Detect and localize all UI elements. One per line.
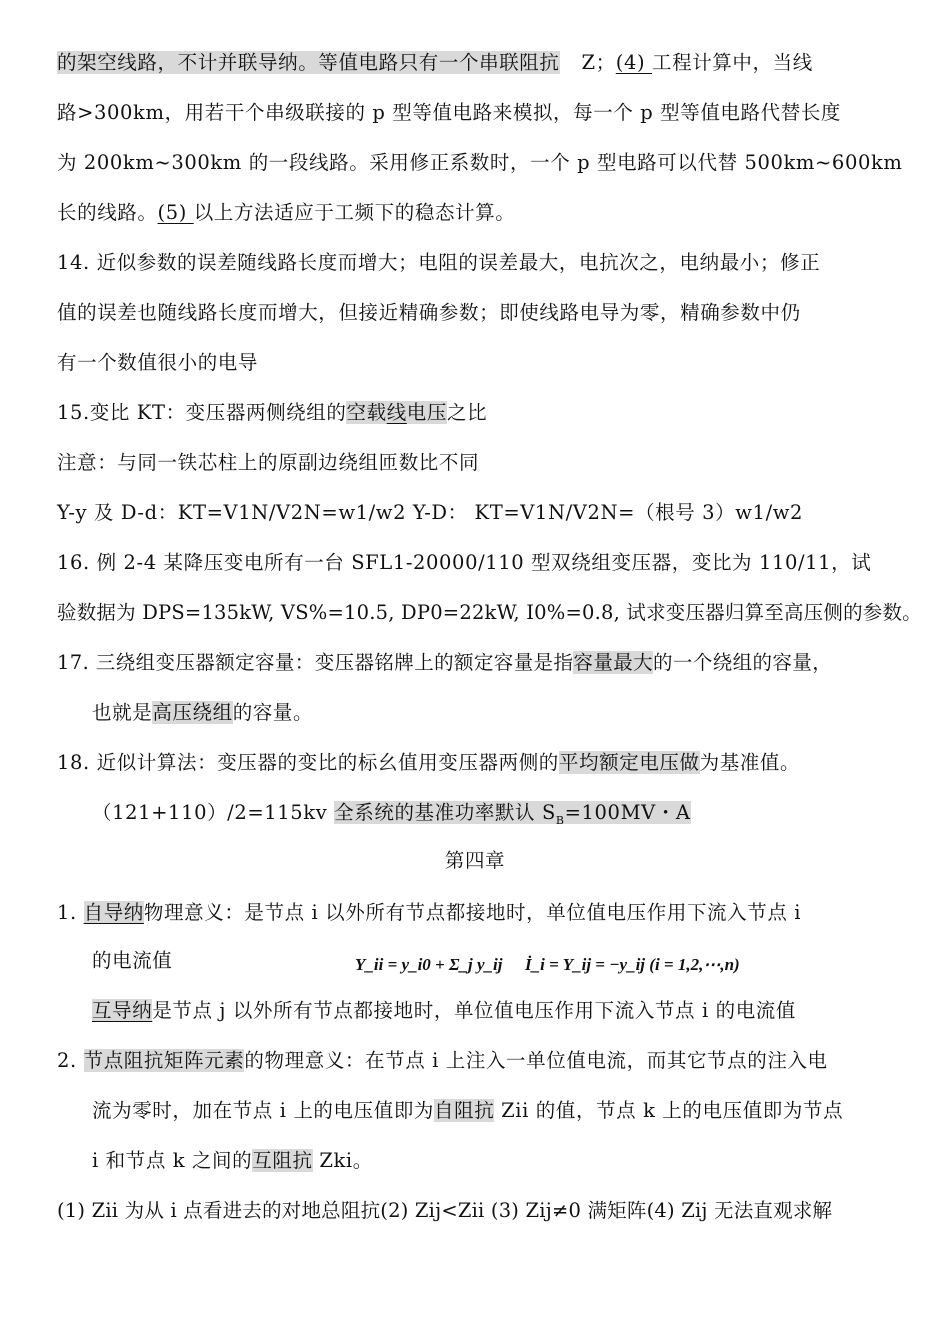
text-line-1 bbox=[57, 48, 813, 78]
text: 18. 近似计算法：变压器的变比的标幺值用变压器两侧的 bbox=[57, 751, 559, 774]
text-line-7: 有一个数值很小的电导 bbox=[57, 351, 259, 374]
highlight: 空载 bbox=[346, 401, 387, 424]
text-line-23 bbox=[92, 1146, 373, 1176]
text-line-20 bbox=[92, 996, 796, 1026]
text: =100MV・A bbox=[564, 801, 691, 824]
text-line-13 bbox=[57, 648, 832, 678]
text: 15.变比 KT：变压器两侧绕组的 bbox=[57, 401, 347, 424]
highlight: 互阻抗 bbox=[252, 1149, 313, 1172]
highlight: 的架空线路，不计并联导纳。等值电路只有一个串联阻抗 bbox=[57, 51, 560, 74]
highlight-underline: 互导纳 bbox=[92, 999, 153, 1022]
highlight: 平均额定电压做 bbox=[558, 751, 700, 774]
text-line-11: 16. 例 2-4 某降压变电所有一台 SFL1-20000/110 型双绕组变压器，变比为 110/11，试 bbox=[57, 551, 872, 574]
highlight: 节点阻抗矩阵元素 bbox=[83, 1049, 245, 1072]
text: 以上方法适应于工频下的稳态计算。 bbox=[193, 201, 516, 224]
underlined-text: (4) bbox=[615, 51, 652, 74]
text: Zii 的值，节点 k 上的电压值即为节点 bbox=[494, 1099, 844, 1122]
highlight bbox=[334, 801, 691, 827]
text-line-16 bbox=[92, 798, 691, 836]
text: （121+110）/2=115kv bbox=[92, 801, 335, 824]
highlight: 容量最大 bbox=[573, 651, 654, 674]
text: 物理意义：是节点 i 以外所有节点都接地时，单位值电压作用下流入节点 i bbox=[143, 901, 802, 924]
text: 的一个绕组的容量， bbox=[653, 651, 833, 674]
text-line-12: 验数据为 DPS=135kW, VS%=10.5, DP0=22kW, I0%=0.8, 试求变压器归算至高压侧的参数。 bbox=[57, 601, 922, 624]
text-line-24: (1) Zii 为从 i 点看进去的对地总阻抗(2) Zij<Zii (3) Zij≠0 满矩阵(4) Zij 无法直观求解 bbox=[57, 1199, 833, 1222]
text-line-9: 注意：与同一铁芯柱上的原副边绕组匝数比不同 bbox=[57, 451, 480, 474]
highlight: 电压 bbox=[406, 401, 447, 424]
underlined-text: (5) bbox=[157, 201, 194, 224]
text: Z； bbox=[581, 51, 616, 74]
text: 是节点 j 以外所有节点都接地时，单位值电压作用下流入节点 i 的电流值 bbox=[152, 999, 796, 1022]
text-line-21 bbox=[57, 1046, 828, 1076]
text-line-18 bbox=[57, 898, 801, 928]
highlight-underline: 自导纳 bbox=[83, 901, 144, 924]
text: 1. bbox=[57, 901, 84, 924]
text-line-19: 的电流值 bbox=[92, 949, 173, 972]
text: Zki。 bbox=[312, 1149, 373, 1172]
text-line-10: Y-y 及 D-d：KT=V1N/V2N=w1/w2 Y-D： KT=V1N/V2N=（根号 3）w1/w2 bbox=[57, 501, 804, 524]
current-formula: İ_i = Y_ij = −y_ij (i = 1,2,⋯,n) bbox=[525, 955, 740, 974]
subscript: B bbox=[555, 813, 565, 827]
text: 的物理意义：在节点 i 上注入一单位值电流，而其它节点的注入电 bbox=[244, 1049, 828, 1072]
self-admittance-formula: Y_ii = y_i0 + Σ_j y_ij bbox=[355, 955, 503, 974]
text: 17. 三绕组变压器额定容量：变压器铭牌上的额定容量是指 bbox=[57, 651, 574, 674]
text-line-5: 14. 近似参数的误差随线路长度而增大；电阻的误差最大，电抗次之，电纳最小；修正 bbox=[57, 251, 821, 274]
text: 之比 bbox=[447, 401, 488, 424]
text: 工程计算中，当线 bbox=[652, 51, 813, 74]
text: 为基准值。 bbox=[699, 751, 801, 774]
highlight: 自阻抗 bbox=[434, 1099, 495, 1122]
text: 的容量。 bbox=[232, 701, 314, 724]
highlight: 高压绕组 bbox=[152, 701, 233, 724]
text: 2. bbox=[57, 1049, 84, 1072]
text-line-4 bbox=[57, 198, 515, 228]
text-line-22 bbox=[92, 1096, 843, 1126]
text-line-15 bbox=[57, 748, 800, 778]
text: 全系统的基准功率默认 S bbox=[334, 801, 556, 824]
text: i 和节点 k 之间的 bbox=[92, 1149, 253, 1172]
text: 长的线路。 bbox=[57, 201, 158, 224]
text: 也就是 bbox=[92, 701, 153, 724]
text-line-3: 为 200km~300km 的一段线路。采用修正系数时，一个 p 型电路可以代替 500km~600km bbox=[57, 151, 903, 174]
text-line-8 bbox=[57, 398, 487, 428]
chapter-heading: 第四章 bbox=[444, 849, 506, 872]
text-line-14 bbox=[92, 698, 313, 728]
text-line-6: 值的误差也随线路长度而增大，但接近精确参数；即使线路电导为零，精确参数中仍 bbox=[57, 301, 801, 324]
highlight-underline: 线 bbox=[386, 401, 407, 424]
text-line-2: 路>300km，用若干个串级联接的 p 型等值电路来模拟，每一个 p 型等值电路代替长度 bbox=[57, 101, 842, 124]
text: 流为零时，加在节点 i 上的电压值即为 bbox=[92, 1099, 435, 1122]
